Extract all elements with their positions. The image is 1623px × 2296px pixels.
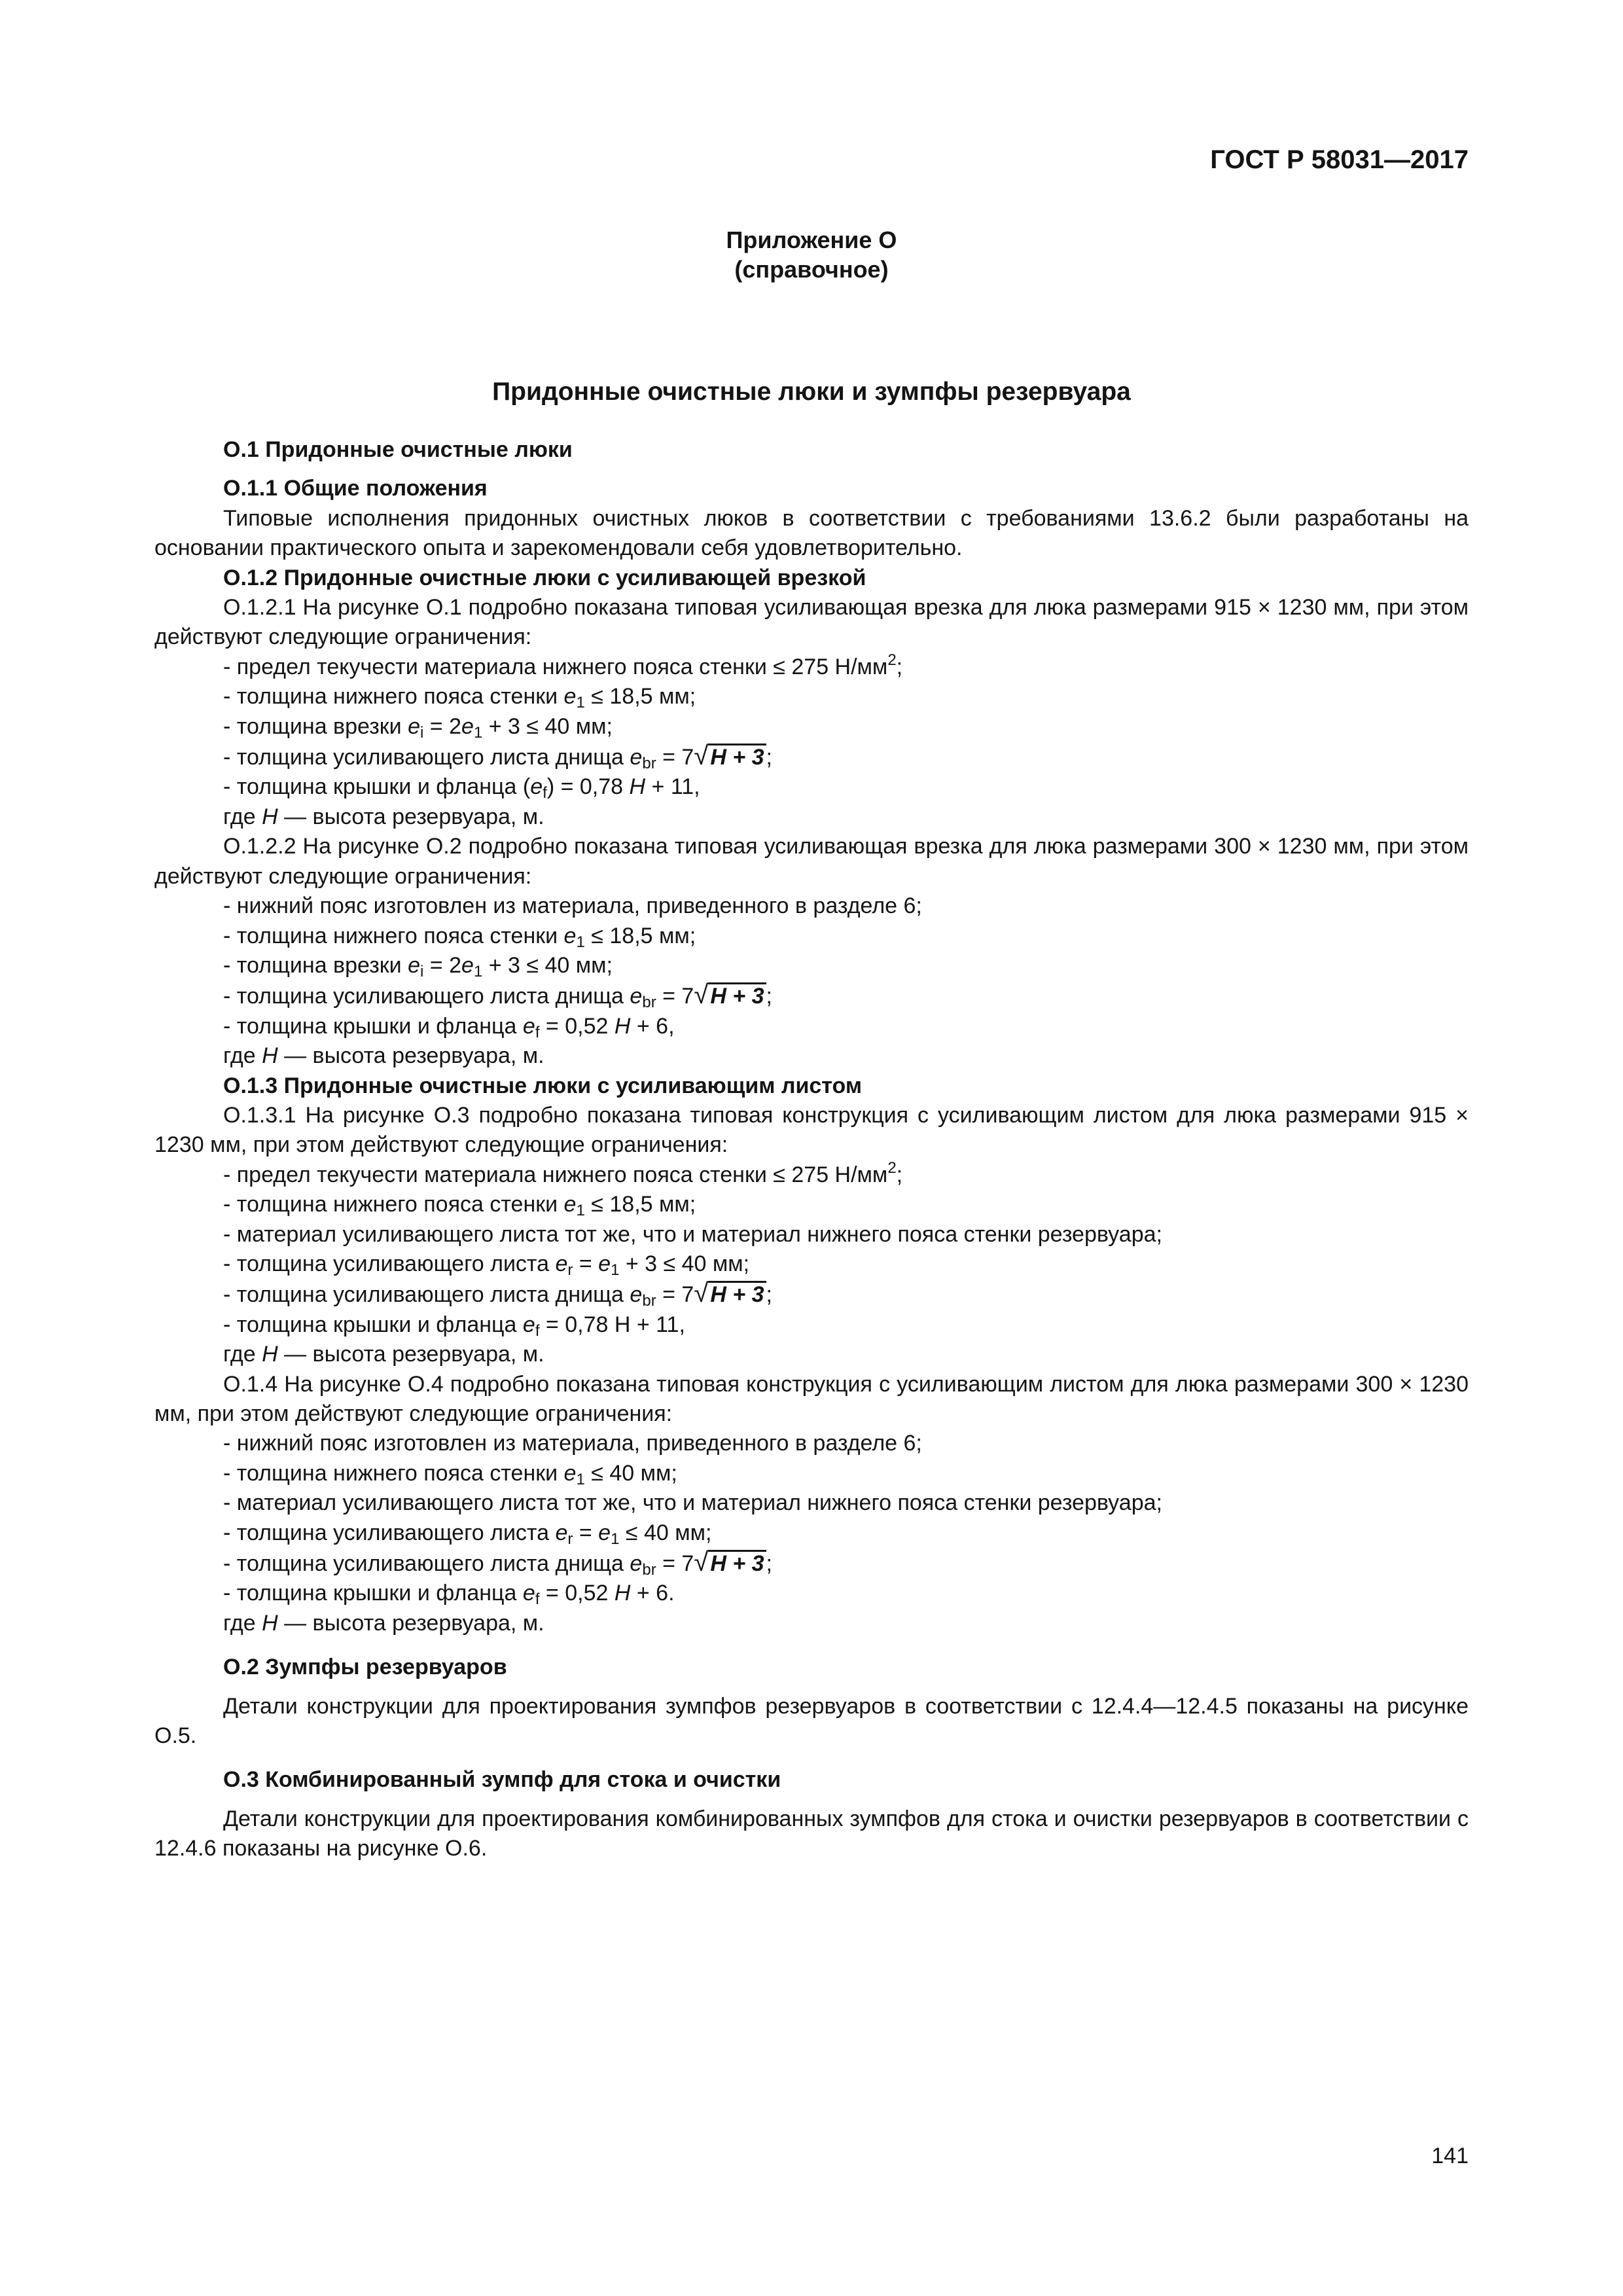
- where-line: где H — высота резервуара, м.: [223, 1043, 544, 1069]
- list-item: - предел текучести материала нижнего пояса стенки ≤ 275 $Н/мм^2$;: [223, 1158, 903, 1187]
- section-o11-text: Типовые исполнения придонных очистных люков в соответствии с требованиями 13.6.2 были разработаны на основании практического опыта и зарекомендовали себя удовлетворительно.: [154, 505, 1469, 561]
- appendix-type: (справочное): [734, 256, 889, 283]
- appendix-heading: [0, 225, 1623, 284]
- where-line: где H — высота резервуара, м.: [223, 804, 544, 829]
- list-item: - толщина врезки $e_i = 2e_1 + 3 \le 40$ мм;: [223, 713, 613, 742]
- list-item: - толщина усиливающего листа днища $e_{br} = 7√H + 3$;: [223, 1279, 772, 1310]
- list-item: - нижний пояс изготовлен из материала, приведенного в разделе 6;: [223, 1431, 922, 1456]
- section-o3-text: Детали конструкции для проектирования комбинированных зумпфов для стока и очистки резервуаров в соответствии с 12.4.6 показаны на рисунке О.6.: [154, 1806, 1469, 1861]
- section-o14-text: О.1.4 На рисунке О.4 подробно показана типовая конструкция с усиливающим листом для люка размерами 300 × 1230 мм, при этом действуют следующие ограничения:: [154, 1371, 1469, 1426]
- list-item: - толщина врезки $e_i = 2e_1 + 3 \le 40$ мм;: [223, 952, 613, 980]
- list-item: - толщина усиливающего листа $e_r = e_1 \le 40$ мм;: [223, 1520, 712, 1548]
- section-o121-text: О.1.2.1 На рисунке О.1 подробно показана типовая усиливающая врезка для люка размерами 915 × 1230 мм, при этом действуют следующие ограничения:: [154, 595, 1469, 650]
- section-o3-heading: О.3 Комбинированный зумпф для стока и очистки: [223, 1767, 781, 1793]
- where-line: где H — высота резервуара, м.: [223, 1610, 544, 1636]
- section-o1-heading: О.1 Придонные очистные люки: [223, 437, 573, 462]
- section-o11-heading: О.1.1 Общие положения: [223, 476, 488, 501]
- page-number: 141: [1431, 2144, 1469, 2168]
- section-o2-heading: О.2 Зумпфы резервуаров: [223, 1655, 507, 1680]
- page-title: Придонные очистные люки и зумпфы резервуара: [492, 378, 1131, 406]
- list-item: - толщина нижнего пояса стенки $e_1 \le 18,5$ мм;: [223, 684, 696, 712]
- document-body: [154, 435, 1469, 1864]
- section-o13-heading: О.1.3 Придонные очистные люки с усиливающим листом: [223, 1073, 862, 1098]
- list-item: - нижний пояс изготовлен из материала, приведенного в разделе 6;: [223, 893, 922, 919]
- list-item: - предел текучести материала нижнего пояса стенки ≤ 275 $Н/мм^2$;: [223, 651, 903, 679]
- list-item: - толщина нижнего пояса стенки $e_1 \le 18,5$ мм;: [223, 1192, 696, 1220]
- list-item: - материал усиливающего листа тот же, что и материал нижнего пояса стенки резервуара;: [223, 1221, 1162, 1247]
- section-o12-heading: О.1.2 Придонные очистные люки с усиливающей врезкой: [223, 565, 866, 590]
- appendix-title: Приложение О: [726, 226, 897, 253]
- list-item: - толщина крышки и фланца $e_f = 0,52$ H + 6.: [223, 1581, 675, 1609]
- list-item: - толщина усиливающего листа днища $e_{br} = 7√H + 3$;: [223, 1548, 772, 1579]
- list-item: - толщина усиливающего листа днища $e_{br} = 7√H + 3$;: [223, 980, 772, 1012]
- list-item: - толщина усиливающего листа днища $e_{br} = 7√H + 3$;: [223, 742, 772, 773]
- list-item: - толщина крышки и фланца $(e_f) = 0,78$ H + 11,: [223, 774, 700, 802]
- list-item: - толщина крышки и фланца $e_f = 0,78$ H + 11,: [223, 1312, 685, 1340]
- sqrt-expression: H + 3: [708, 982, 766, 1008]
- section-o2-text: Детали конструкции для проектирования зумпфов резервуаров в соответствии с 12.4.4—12.4.5 показаны на рисунке О.5.: [154, 1693, 1469, 1749]
- sqrt-expression: H + 3: [708, 1281, 766, 1306]
- where-line: где H — высота резервуара, м.: [223, 1342, 544, 1367]
- list-item: - толщина крышки и фланца $e_f = 0,52$ H + 6,: [223, 1013, 675, 1041]
- list-item: - толщина усиливающего листа $e_r = e_1 + 3 \le 40$ мм;: [223, 1251, 750, 1279]
- list-item: - толщина нижнего пояса стенки $e_1 \le 40$ мм;: [223, 1460, 677, 1488]
- section-o131-text: О.1.3.1 На рисунке О.3 подробно показана типовая конструкция с усиливающим листом для люка размерами 915 × 1230 мм, при этом действуют следующие ограничения:: [154, 1102, 1469, 1158]
- sqrt-expression: H + 3: [708, 744, 766, 769]
- section-o122-text: О.1.2.2 На рисунке О.2 подробно показана типовая усиливающая врезка для люка размерами 300 × 1230 мм, при этом действуют следующие ограничения:: [154, 834, 1469, 889]
- standard-designation: ГОСТ Р 58031—2017: [1210, 145, 1469, 174]
- list-item: - материал усиливающего листа тот же, что и материал нижнего пояса стенки резервуара;: [223, 1490, 1162, 1516]
- list-item: - толщина нижнего пояса стенки $e_1 \le 18,5$ мм;: [223, 923, 696, 951]
- sqrt-expression: H + 3: [708, 1550, 766, 1575]
